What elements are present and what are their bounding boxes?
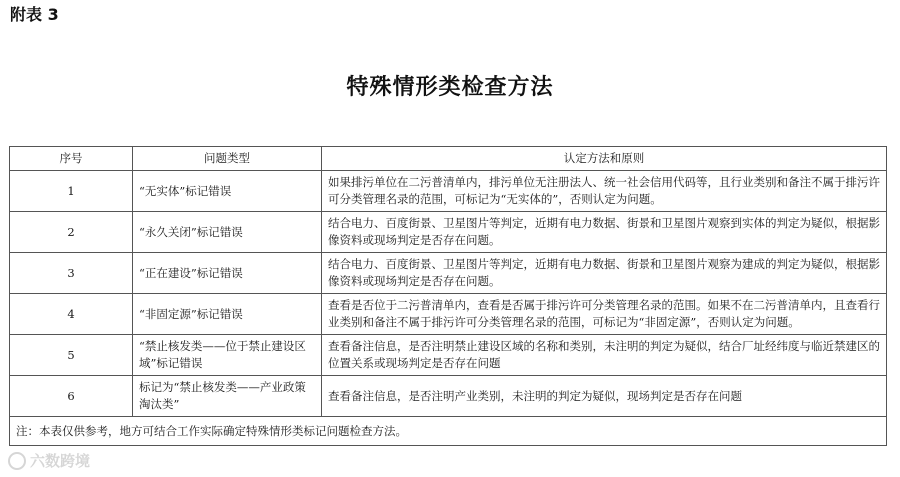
row-number: 4 xyxy=(10,294,133,335)
table-note-row xyxy=(10,417,887,446)
document-title: 特殊情形类检查方法 xyxy=(346,74,554,100)
row-problem-type: “永久关闭”标记错误 xyxy=(133,212,322,253)
table-row xyxy=(10,294,887,335)
header-serial-number: 序号 xyxy=(10,147,133,171)
watermark-text: 六数跨境 xyxy=(30,452,91,470)
row-number: 2 xyxy=(10,212,133,253)
header-method-principle: 认定方法和原则 xyxy=(322,147,887,171)
table-header-row xyxy=(10,147,887,171)
appendix-label: 附表 3 xyxy=(10,5,59,24)
row-number: 5 xyxy=(10,335,133,376)
table-note: 注：本表仅供参考，地方可结合工作实际确定特殊情形类标记问题检查方法。 xyxy=(10,417,887,446)
table-row xyxy=(10,376,887,417)
row-method: 结合电力、百度街景、卫星图片等判定，近期有电力数据、街景和卫星图片观察为建成的判定为疑似，根据影像资料或现场判定是否存在问题。 xyxy=(322,253,887,294)
row-method: 查看是否位于二污普清单内，查看是否属于排污许可分类管理名录的范围。如果不在二污普清单内，且查看行业类别和备注不属于排污许可分类管理名录的范围，可标记为“非固定源”，否则认定为问题。 xyxy=(322,294,887,335)
watermark-logo-icon xyxy=(8,452,26,470)
table-row xyxy=(10,212,887,253)
row-problem-type: “非固定源”标记错误 xyxy=(133,294,322,335)
watermark xyxy=(8,450,90,471)
row-problem-type: “正在建设”标记错误 xyxy=(133,253,322,294)
row-method: 如果排污单位在二污普清单内，排污单位无注册法人、统一社会信用代码等，且行业类别和备注不属于排污许可分类管理名录的范围，可标记为“无实体的”，否则认定为问题。 xyxy=(322,171,887,212)
row-problem-type: “禁止核发类——位于禁止建设区域”标记错误 xyxy=(133,335,322,376)
row-method: 查看备注信息，是否注明产业类别，未注明的判定为疑似，现场判定是否存在问题 xyxy=(322,376,887,417)
row-number: 3 xyxy=(10,253,133,294)
row-method: 结合电力、百度街景、卫星图片等判定，近期有电力数据、街景和卫星图片观察到实体的判定为疑似，根据影像资料或现场判定是否存在问题。 xyxy=(322,212,887,253)
row-number: 1 xyxy=(10,171,133,212)
table-row xyxy=(10,253,887,294)
header-problem-type: 问题类型 xyxy=(133,147,322,171)
row-number: 6 xyxy=(10,376,133,417)
inspection-method-table xyxy=(9,146,887,446)
table-row xyxy=(10,335,887,376)
row-problem-type: 标记为“禁止核发类——产业政策淘汰类” xyxy=(133,376,322,417)
row-method: 查看备注信息，是否注明禁止建设区域的名称和类别，未注明的判定为疑似，结合厂址经纬度与临近禁建区的位置关系或现场判定是否存在问题 xyxy=(322,335,887,376)
row-problem-type: “无实体”标记错误 xyxy=(133,171,322,212)
table-row xyxy=(10,171,887,212)
